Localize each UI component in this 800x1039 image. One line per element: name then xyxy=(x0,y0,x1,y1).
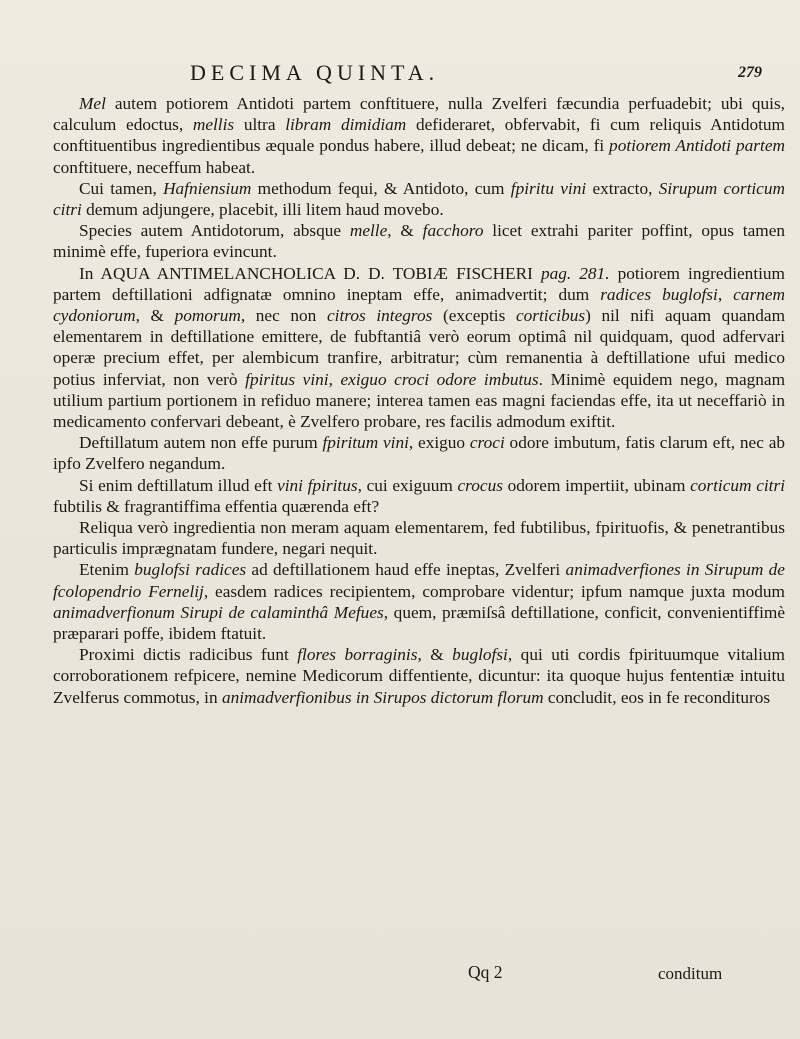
italic-run: fpiritus vini xyxy=(245,369,329,389)
italic-run: facchoro xyxy=(422,221,484,241)
italic-run: animadverfionibus in Sirupos dictorum florum xyxy=(221,687,544,707)
text-run: , & xyxy=(135,306,175,326)
catchword: conditum xyxy=(658,964,723,983)
running-title: DECIMA QUINTA. xyxy=(190,60,440,85)
italic-run: mellis xyxy=(192,115,235,135)
text-run: , & xyxy=(387,221,423,241)
text-run: methodum fequi, & Antidoto, cum xyxy=(251,178,511,198)
paragraph xyxy=(53,644,785,708)
italic-run: buglofsi xyxy=(452,645,508,665)
text-run: . Minimè equidem nego, magnam utilium partium portionem in refiduo manere; interea tamen eas magni faciendas effe, ita ut neceffariò in medicamento confervari debeant, è Zvelfero probare, res facilis admodum exiftit. xyxy=(53,369,786,432)
text-run: concludit, eos in fe recondituros xyxy=(543,687,771,707)
page-footer xyxy=(0,962,800,990)
italic-run: exiguo croci odore imbutus xyxy=(340,369,539,389)
italic-run: vini fpiritus xyxy=(277,475,358,495)
text-run: odorem impertiit, ubinam xyxy=(502,475,691,495)
text-run: Proximi dictis radicibus funt xyxy=(79,645,298,665)
italic-run: fpiritum vini xyxy=(322,433,409,453)
italic-run: croci xyxy=(469,433,505,453)
signature-mark: Qq 2 xyxy=(468,962,503,982)
page-number: 279 xyxy=(738,64,762,81)
text-run: defideraret, obfervabit, fi cum reliquis Antidotum conftituentibus ingredientibus æquale pondus habere, illud debeat; ne dicam, fi xyxy=(53,115,785,156)
italic-run: crocus xyxy=(457,475,503,495)
text-run: ad deftillationem haud effe ineptas, Zvelferi xyxy=(246,560,566,580)
paragraph xyxy=(53,559,785,644)
text-run: odore imbutum, fatis clarum eft, nec ab ipfo Zvelfero negandum. xyxy=(53,433,786,474)
italic-run: carnem cydoniorum xyxy=(53,284,785,326)
text-run: In AQUA ANTIMELANCHOLICA D. D. TOBIÆ FISCHERI xyxy=(79,263,541,283)
paragraph xyxy=(53,220,785,262)
body-text xyxy=(53,93,785,708)
text-run: (exceptis xyxy=(432,306,516,326)
text-run: , qui uti cordis fpirituumque vitalium corroborationem refpicere, nemine Medicorum diffentiente, dicuntur: ita quoque hujus fententiæ intuitu Zvelferus commotus, in xyxy=(53,645,785,707)
italic-run: pomorum xyxy=(174,306,241,326)
paragraph xyxy=(53,517,785,559)
text-run: Deftillatum autem non effe purum xyxy=(79,433,323,453)
text-run: ultra xyxy=(234,115,286,135)
text-run: Species autem Antidotorum, absque xyxy=(79,221,350,241)
paragraph xyxy=(53,475,785,517)
text-run: , xyxy=(717,284,734,304)
text-run: ) nil nifi aquam quandam elementarem in deftillatione emittere, de fubftantiâ verò eorum optimâ nil quidquam, quod adfervari operæ precium effet, per alembicum tranfire, arbitratur; cùm remanentia à deftillatione ufui medico potius inferviat, non verò xyxy=(53,306,786,389)
italic-run: buglofsi radices xyxy=(134,560,247,580)
paragraph xyxy=(53,178,785,220)
italic-run: corticibus xyxy=(515,306,586,326)
italic-run: Hafniensium xyxy=(163,178,252,198)
text-run: , nec non xyxy=(240,306,327,326)
italic-run: animadverfionum Sirupi de calaminthâ Mefues xyxy=(53,602,384,622)
text-run: fubtilis & fragrantiffima effentia quærenda eft? xyxy=(53,496,380,516)
text-run: , xyxy=(328,369,341,389)
paragraph xyxy=(53,432,785,474)
text-run: conftituere, neceffum habeat. xyxy=(53,157,256,177)
text-run: licet extrahi pariter poffint, opus tamen minimè effe, fuperiora evincunt. xyxy=(53,221,786,262)
text-run: , cui exiguum xyxy=(357,475,458,495)
italic-run: radices buglofsi xyxy=(600,284,718,304)
text-run: autem potiorem Antidoti partem conftituere, nulla Zvelferi fæcundia perfuadebit; ubi quis, calculum edoctus, xyxy=(53,94,785,135)
text-run: demum adjungere, placebit, illi litem haud movebo. xyxy=(81,200,444,220)
text-run: Etenim xyxy=(79,560,135,580)
text-run: Reliqua verò ingredientia non meram aquam elementarem, fed fubtilibus, fpirituofis, & penetrantibus particulis imprægnatam fundere, negari nequit. xyxy=(53,518,785,559)
italic-run: flores borraginis xyxy=(297,645,418,665)
italic-run: animadverfiones in Sirupum de fcolopendrio Fernelij xyxy=(53,560,785,601)
text-run: Si enim deftillatum illud eft xyxy=(79,475,278,495)
paragraph xyxy=(53,263,785,433)
italic-run: potiorem Antidoti partem xyxy=(609,136,785,156)
text-run: , & xyxy=(417,645,453,665)
italic-run: fpiritu vini xyxy=(510,178,587,198)
italic-run: pag. 281. xyxy=(540,263,610,283)
text-run: Cui tamen, xyxy=(79,178,164,198)
italic-run: Mel xyxy=(79,94,106,113)
italic-run: melle xyxy=(349,221,388,241)
paragraph xyxy=(53,93,785,178)
page-header xyxy=(0,60,800,92)
italic-run: corticum citri xyxy=(690,475,785,495)
text-run: , exiguo xyxy=(408,433,470,453)
text-run: , easdem radices recipientem, comprobare videntur; ipfum namque juxta modum xyxy=(203,581,785,601)
italic-run: libram dimidiam xyxy=(285,115,407,135)
text-run: potiorem ingredientium partem deftillationi adfignatæ omnino ineptam effe, animadvertit; dum xyxy=(53,263,786,304)
italic-run: citros integros xyxy=(326,306,433,326)
text-run: extracto, xyxy=(586,178,659,198)
text-run: , quem, præmiſsâ deftillatione, conficit, convenientiffimè præparari poffe, ibidem ftatuit. xyxy=(53,602,785,644)
italic-run: Sirupum corticum citri xyxy=(53,178,785,220)
